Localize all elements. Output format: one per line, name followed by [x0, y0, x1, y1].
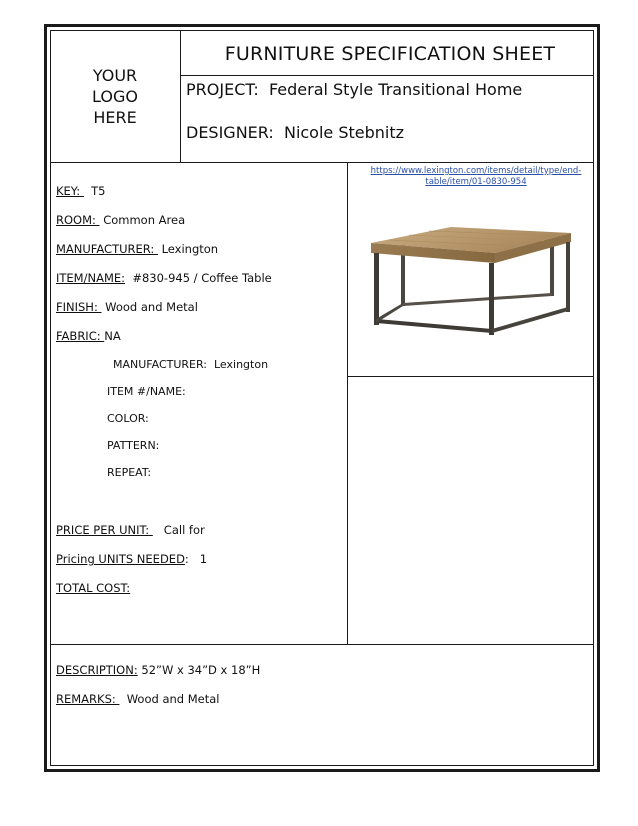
units-label: Pricing UNITS NEEDED	[56, 552, 185, 566]
total-label: TOTAL COST:	[56, 581, 131, 595]
remarks-value: Wood and Metal	[126, 692, 220, 706]
project-line	[186, 80, 522, 99]
room-field	[56, 213, 185, 227]
body-column-divider	[347, 162, 348, 644]
specification-sheet	[44, 24, 600, 772]
logo-line-3: HERE	[93, 108, 137, 127]
price-label: PRICE PER UNIT:	[56, 523, 153, 537]
price-value: Call for	[163, 523, 205, 537]
key-field	[56, 184, 106, 198]
logo-line-2: LOGO	[92, 87, 138, 106]
finish-value: Wood and Metal	[105, 300, 198, 314]
room-label: ROOM:	[56, 213, 100, 227]
product-link[interactable]	[369, 166, 583, 188]
total-field	[56, 581, 130, 595]
project-value: Federal Style Transitional Home	[268, 80, 523, 99]
title-divider	[180, 75, 593, 76]
remarks-field	[56, 692, 220, 706]
description-field	[56, 663, 260, 677]
manufacturer-value: Lexington	[161, 242, 219, 256]
room-value: Common Area	[103, 213, 186, 227]
price-field	[56, 523, 205, 537]
finish-label: FINISH:	[56, 300, 102, 314]
item-name-value: #830-945 / Coffee Table	[132, 271, 272, 285]
key-label: KEY:	[56, 184, 84, 198]
finish-field	[56, 300, 198, 314]
logo-line-1: YOUR	[92, 66, 138, 85]
designer-line	[186, 123, 404, 142]
description-label: DESCRIPTION:	[56, 663, 138, 677]
remarks-label: REMARKS:	[56, 692, 120, 706]
header-divider	[51, 162, 593, 163]
sheet-title: FURNITURE SPECIFICATION SHEET	[224, 43, 556, 65]
project-label: PROJECT:	[186, 80, 259, 99]
fabric-value: NA	[104, 329, 121, 343]
designer-value: Nicole Stebnitz	[283, 123, 405, 142]
item-name-field	[56, 271, 272, 285]
product-link-line-1[interactable]: https://www.lexington.com/items/detail/type/end-	[370, 166, 582, 176]
manufacturer-label: MANUFACTURER:	[56, 242, 158, 256]
units-field: Pricing UNITS NEEDED: 1	[56, 552, 208, 566]
fabric-color: COLOR:	[107, 412, 149, 425]
designer-label: DESIGNER:	[186, 123, 274, 142]
description-value: 52”W x 34”D x 18”H	[141, 663, 261, 677]
fabric-label: FABRIC:	[56, 329, 105, 343]
manufacturer-field	[56, 242, 218, 256]
sheet-inner-frame	[50, 30, 594, 766]
body-divider	[51, 644, 593, 645]
key-value: T5	[91, 184, 106, 198]
fabric-field	[56, 329, 121, 343]
fabric-pattern: PATTERN:	[107, 439, 160, 452]
units-value: 1	[199, 552, 208, 566]
item-name-label: ITEM/NAME:	[56, 271, 126, 285]
product-link-line-2[interactable]: table/item/01-0830-954	[425, 177, 527, 187]
coffee-table-photo	[359, 219, 584, 339]
logo-placeholder	[51, 31, 179, 162]
fabric-item-name: ITEM #/NAME:	[107, 385, 186, 398]
fabric-manufacturer: MANUFACTURER: Lexington	[113, 358, 269, 371]
image-cell-divider	[347, 376, 593, 377]
fabric-repeat: REPEAT:	[107, 466, 152, 479]
